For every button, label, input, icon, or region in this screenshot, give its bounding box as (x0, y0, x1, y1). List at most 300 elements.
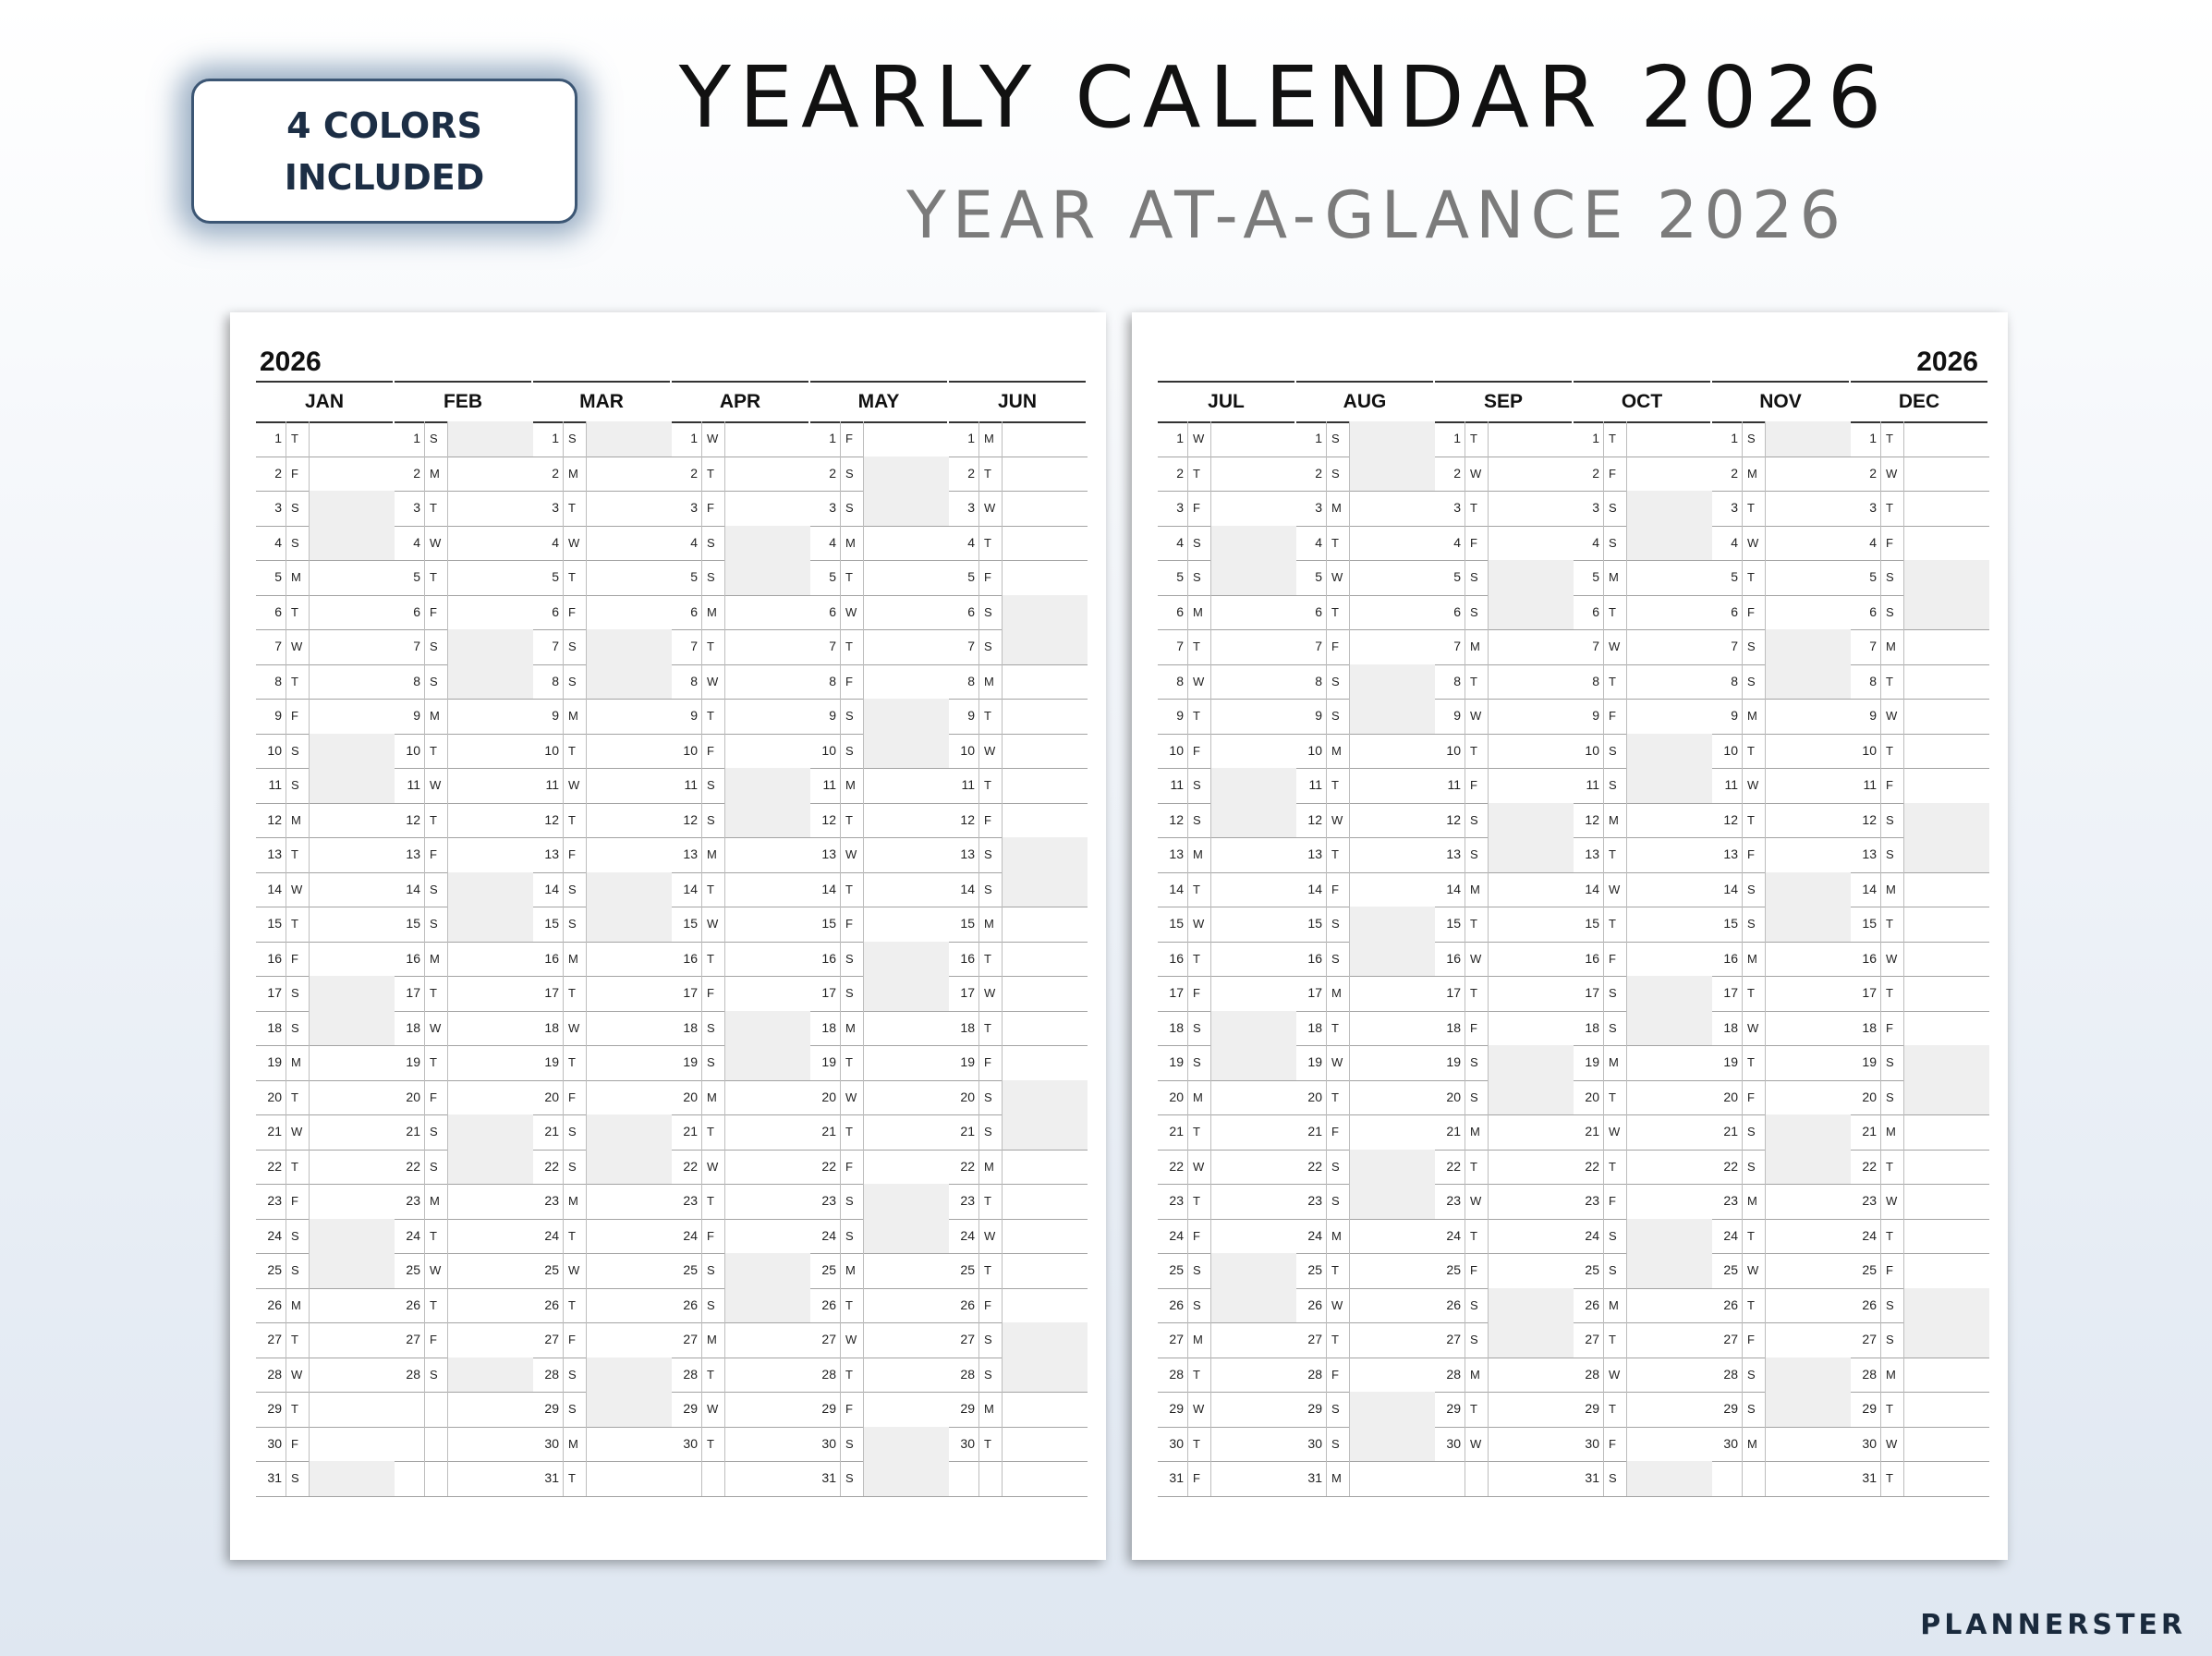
cell-divider (1349, 457, 1350, 492)
day-of-week: T (1747, 501, 1755, 515)
day-number: 3 (413, 500, 420, 515)
day-of-week: S (291, 501, 299, 515)
day-of-week: F (707, 743, 714, 758)
weekend-shade (725, 1288, 810, 1323)
weekend-shade (1350, 1150, 1435, 1185)
day-number: 21 (1307, 1124, 1322, 1138)
cell-divider (1742, 907, 1743, 942)
day-row (949, 976, 1088, 1012)
cell-divider (1488, 1461, 1489, 1496)
day-of-week: F (1609, 709, 1616, 723)
day-number: 17 (960, 985, 975, 1000)
day-row (1712, 595, 1851, 631)
day-number: 14 (683, 881, 698, 896)
cell-divider (724, 803, 725, 838)
day-of-week: T (1747, 1297, 1755, 1312)
day-of-week: T (1193, 1125, 1200, 1138)
cell-divider (863, 457, 864, 492)
cell-divider (1326, 526, 1327, 561)
cell-divider (701, 803, 702, 838)
weekend-shade (310, 976, 395, 1011)
day-number: 28 (1446, 1366, 1461, 1382)
cell-divider (724, 457, 725, 492)
page-year: 2026 (1916, 347, 1978, 377)
day-number: 7 (1315, 639, 1322, 653)
cell-divider (1765, 560, 1766, 595)
cell-divider (1187, 1253, 1188, 1288)
cell-divider (1488, 872, 1489, 907)
day-number: 27 (683, 1332, 698, 1346)
weekend-shade (1489, 1045, 1574, 1080)
day-row (672, 976, 810, 1012)
day-number: 22 (960, 1158, 975, 1174)
day-of-week: M (291, 1297, 301, 1312)
cell-divider (586, 1358, 587, 1393)
day-row (949, 1288, 1088, 1324)
cell-divider (1903, 1427, 1904, 1462)
cell-divider (1742, 491, 1743, 526)
day-of-week: W (1747, 778, 1759, 792)
day-number: 31 (821, 1470, 836, 1485)
day-of-week: F (1193, 986, 1200, 1000)
day-of-week: T (568, 1055, 576, 1069)
cell-divider (978, 768, 979, 803)
day-row (1712, 664, 1851, 700)
cell-divider (1903, 560, 1904, 595)
weekend-shade (864, 734, 949, 769)
day-of-week: S (1609, 501, 1617, 515)
cell-divider (1603, 976, 1604, 1011)
day-of-week: W (1331, 1055, 1343, 1069)
day-row (1158, 872, 1296, 908)
day-of-week: F (568, 1333, 576, 1346)
day-row (1851, 1045, 1989, 1081)
day-row (1851, 1011, 1989, 1047)
cell-divider (1880, 1080, 1881, 1115)
day-of-week: S (291, 1228, 299, 1243)
day-number: 12 (267, 811, 282, 827)
day-of-week: F (707, 1228, 714, 1243)
month-column (672, 381, 810, 1534)
day-of-week: S (1609, 986, 1617, 1000)
day-of-week: S (430, 882, 438, 896)
day-of-week: W (1747, 1020, 1759, 1035)
day-row (1574, 803, 1712, 839)
cell-divider (1210, 976, 1211, 1011)
cell-divider (840, 734, 841, 769)
cell-divider (447, 1427, 448, 1462)
day-row (1851, 595, 1989, 631)
cell-divider (840, 491, 841, 526)
cell-divider (1742, 1045, 1743, 1080)
cell-divider (586, 1011, 587, 1046)
day-row (395, 1461, 533, 1497)
weekend-shade (310, 768, 395, 803)
day-of-week: T (568, 1471, 576, 1485)
day-row (1574, 526, 1712, 562)
cell-divider (863, 1184, 864, 1219)
cell-divider (1765, 1150, 1766, 1185)
day-row (1851, 976, 1989, 1012)
day-row (256, 1150, 395, 1186)
day-row (1712, 421, 1851, 457)
day-of-week: W (430, 1020, 442, 1035)
day-of-week: S (1331, 1436, 1340, 1451)
day-of-week: F (291, 951, 298, 966)
day-row (256, 907, 395, 943)
cell-divider (1488, 699, 1489, 734)
cell-divider (1603, 699, 1604, 734)
day-of-week: T (291, 1090, 298, 1104)
day-row (533, 1011, 672, 1047)
cell-divider (1626, 734, 1627, 769)
weekend-shade (448, 1114, 533, 1150)
month-column (1296, 381, 1435, 1534)
cell-divider (563, 1288, 564, 1323)
cell-divider (586, 1288, 587, 1323)
day-of-week: F (1747, 1090, 1755, 1104)
cell-divider (1187, 699, 1188, 734)
cell-divider (1765, 768, 1766, 803)
month-header: MAY (810, 381, 947, 423)
day-of-week: T (845, 1125, 853, 1138)
day-of-week: F (1331, 1125, 1339, 1138)
day-number: 3 (1453, 500, 1461, 515)
cell-divider (309, 1184, 310, 1219)
day-of-week: M (1331, 1471, 1342, 1485)
cell-divider (840, 1358, 841, 1393)
cell-divider (1880, 526, 1881, 561)
day-number: 29 (1723, 1401, 1738, 1416)
day-number: 8 (829, 673, 836, 688)
day-row (1851, 1114, 1989, 1151)
cell-divider (309, 1461, 310, 1496)
day-of-week: S (1747, 1125, 1756, 1138)
day-row (1851, 1219, 1989, 1255)
day-of-week: S (1331, 1159, 1340, 1174)
day-of-week: W (1193, 674, 1205, 688)
day-number: 11 (1863, 777, 1877, 792)
day-of-week: T (1331, 1263, 1339, 1277)
weekend-shade (1766, 664, 1851, 700)
cell-divider (447, 1011, 448, 1046)
cell-divider (1765, 664, 1766, 700)
day-row (256, 942, 395, 978)
day-of-week: T (291, 1333, 298, 1346)
day-number: 17 (1169, 985, 1184, 1000)
weekend-shade (1003, 629, 1088, 664)
day-row (1851, 1080, 1989, 1116)
weekend-shade (310, 734, 395, 769)
cell-divider (1002, 1322, 1003, 1358)
cell-divider (1765, 803, 1766, 838)
cell-divider (309, 629, 310, 664)
day-row (256, 837, 395, 873)
day-row (1158, 1253, 1296, 1289)
cell-divider (1210, 699, 1211, 734)
weekend-shade (1211, 526, 1296, 561)
day-number: 12 (1723, 811, 1738, 827)
weekend-shade (1003, 1322, 1088, 1358)
day-row (1158, 768, 1296, 804)
day-of-week: S (1470, 847, 1478, 861)
cell-divider (863, 1011, 864, 1046)
day-row (395, 457, 533, 493)
day-of-week: M (1331, 501, 1342, 515)
day-of-week: T (1609, 1159, 1616, 1174)
day-row (395, 595, 533, 631)
day-number: 5 (967, 569, 975, 584)
cell-divider (424, 1322, 425, 1358)
day-row (949, 457, 1088, 493)
cell-divider (1349, 629, 1350, 664)
cell-divider (1349, 1184, 1350, 1219)
cell-divider (978, 1150, 979, 1185)
day-number: 9 (1592, 708, 1599, 723)
day-row (256, 803, 395, 839)
day-row (1296, 595, 1435, 631)
cell-divider (1187, 803, 1188, 838)
cell-divider (863, 1219, 864, 1254)
cell-divider (563, 1150, 564, 1185)
cell-divider (724, 699, 725, 734)
day-row (256, 526, 395, 562)
cell-divider (978, 1184, 979, 1219)
day-number: 7 (1731, 639, 1738, 653)
weekend-shade (1904, 1045, 1989, 1080)
day-of-week: S (845, 1471, 854, 1485)
day-of-week: S (707, 1297, 715, 1312)
cell-divider (1488, 734, 1489, 769)
cell-divider (701, 734, 702, 769)
cell-divider (1903, 1114, 1904, 1150)
day-row (395, 976, 533, 1012)
day-row (949, 1114, 1088, 1151)
day-row (949, 1322, 1088, 1358)
cell-divider (586, 1322, 587, 1358)
day-of-week: S (1470, 812, 1478, 827)
day-of-week: F (291, 1194, 298, 1208)
day-of-week: T (1609, 847, 1616, 861)
day-of-week: M (845, 778, 856, 792)
weekend-shade (864, 491, 949, 526)
day-row (1296, 1288, 1435, 1324)
cell-divider (978, 1045, 979, 1080)
cell-divider (1210, 1080, 1211, 1115)
cell-divider (424, 1288, 425, 1323)
cell-divider (701, 1427, 702, 1462)
day-number: 8 (690, 673, 698, 688)
cell-divider (1002, 1461, 1003, 1496)
day-of-week: S (1886, 1297, 1894, 1312)
day-of-week: T (568, 1228, 576, 1243)
day-of-week: M (1609, 812, 1619, 827)
day-of-week: W (845, 1333, 857, 1346)
day-of-week: T (707, 466, 714, 481)
day-of-week: T (291, 847, 298, 861)
cell-divider (1349, 768, 1350, 803)
day-row (1712, 1114, 1851, 1151)
cell-divider (586, 734, 587, 769)
cell-divider (309, 907, 310, 942)
day-row (810, 1358, 949, 1394)
cell-divider (863, 421, 864, 457)
cell-divider (1742, 629, 1743, 664)
day-row (533, 560, 672, 596)
month-column (949, 381, 1088, 1534)
day-of-week: M (430, 466, 440, 481)
day-of-week: S (1747, 1159, 1756, 1174)
day-row (256, 1045, 395, 1081)
weekend-shade (1211, 768, 1296, 803)
cell-divider (1187, 1461, 1188, 1496)
cell-divider (1626, 1253, 1627, 1288)
weekend-shade (448, 664, 533, 700)
cell-divider (1326, 837, 1327, 872)
day-row (1712, 1288, 1851, 1324)
cell-divider (447, 457, 448, 492)
cell-divider (563, 907, 564, 942)
cell-divider (1349, 526, 1350, 561)
day-of-week: S (430, 1125, 438, 1138)
cell-divider (1488, 1011, 1489, 1046)
day-of-week: T (984, 535, 991, 550)
day-number: 19 (960, 1054, 975, 1069)
cell-divider (1488, 1358, 1489, 1393)
cell-divider (1765, 1461, 1766, 1496)
day-row (1574, 1114, 1712, 1151)
cell-divider (701, 1011, 702, 1046)
cell-divider (1210, 1114, 1211, 1150)
day-number: 10 (1169, 742, 1184, 758)
day-number: 1 (1453, 431, 1461, 445)
cell-divider (840, 1219, 841, 1254)
cell-divider (840, 1427, 841, 1462)
cell-divider (1210, 837, 1211, 872)
cell-divider (1742, 457, 1743, 492)
cell-divider (1187, 1322, 1188, 1358)
day-number: 21 (683, 1124, 698, 1138)
day-of-week: M (1609, 570, 1619, 584)
day-of-week: S (1193, 812, 1201, 827)
day-of-week: S (291, 1263, 299, 1277)
cell-divider (1349, 907, 1350, 942)
day-row (1158, 1392, 1296, 1428)
day-of-week: T (845, 882, 853, 896)
badge-line-1: 4 COLORS (286, 104, 482, 146)
day-of-week: S (707, 1263, 715, 1277)
cell-divider (1210, 803, 1211, 838)
day-row (256, 872, 395, 908)
cell-divider (1210, 1427, 1211, 1462)
cell-divider (447, 1461, 448, 1496)
cell-divider (1603, 1184, 1604, 1219)
day-of-week: S (984, 882, 992, 896)
day-of-week: S (1747, 882, 1756, 896)
cell-divider (1002, 1045, 1003, 1080)
day-row (1435, 768, 1574, 804)
day-row (533, 1288, 672, 1324)
day-row (395, 1253, 533, 1289)
day-number: 30 (960, 1435, 975, 1451)
cell-divider (586, 1045, 587, 1080)
day-number: 18 (683, 1019, 698, 1035)
cell-divider (863, 734, 864, 769)
day-row (1574, 1288, 1712, 1324)
cell-divider (1603, 907, 1604, 942)
cell-divider (447, 560, 448, 595)
day-row (1712, 1427, 1851, 1463)
cell-divider (701, 837, 702, 872)
cell-divider (701, 1253, 702, 1288)
day-row (672, 664, 810, 700)
weekend-shade (864, 942, 949, 977)
day-row (1296, 1427, 1435, 1463)
cell-divider (1903, 734, 1904, 769)
day-of-week: T (430, 986, 437, 1000)
cell-divider (563, 1358, 564, 1393)
day-number: 28 (1169, 1366, 1184, 1382)
cell-divider (724, 872, 725, 907)
cell-divider (724, 1358, 725, 1393)
day-row (1851, 837, 1989, 873)
day-of-week: T (984, 778, 991, 792)
day-number: 17 (406, 985, 420, 1000)
cell-divider (309, 560, 310, 595)
cell-divider (309, 1219, 310, 1254)
cell-divider (586, 629, 587, 664)
day-row (395, 803, 533, 839)
day-row (256, 976, 395, 1012)
day-number: 10 (1446, 742, 1461, 758)
cell-divider (863, 699, 864, 734)
day-row (810, 664, 949, 700)
day-row (810, 421, 949, 457)
cell-divider (701, 976, 702, 1011)
day-number: 12 (1862, 811, 1877, 827)
day-number: 16 (267, 950, 282, 966)
cell-divider (863, 872, 864, 907)
day-number: 30 (1862, 1435, 1877, 1451)
cell-divider (1765, 1219, 1766, 1254)
cell-divider (447, 837, 448, 872)
cell-divider (563, 629, 564, 664)
day-row (1158, 595, 1296, 631)
day-row (1712, 768, 1851, 804)
day-of-week: W (1331, 1297, 1343, 1312)
day-of-week: F (568, 604, 576, 619)
cell-divider (1880, 595, 1881, 630)
cell-divider (1187, 907, 1188, 942)
day-row (810, 560, 949, 596)
day-of-week: T (845, 1367, 853, 1382)
day-row (810, 526, 949, 562)
day-number: 29 (267, 1401, 282, 1416)
day-row (949, 803, 1088, 839)
day-row (1712, 872, 1851, 908)
day-row (395, 768, 533, 804)
cell-divider (424, 768, 425, 803)
day-row (1712, 837, 1851, 873)
cell-divider (1349, 1461, 1350, 1496)
cell-divider (563, 942, 564, 977)
day-row (1158, 664, 1296, 700)
day-number: 26 (1169, 1297, 1184, 1312)
day-row (1712, 942, 1851, 978)
day-number: 9 (1453, 708, 1461, 723)
day-number: 20 (1446, 1089, 1461, 1104)
day-of-week: S (845, 743, 854, 758)
